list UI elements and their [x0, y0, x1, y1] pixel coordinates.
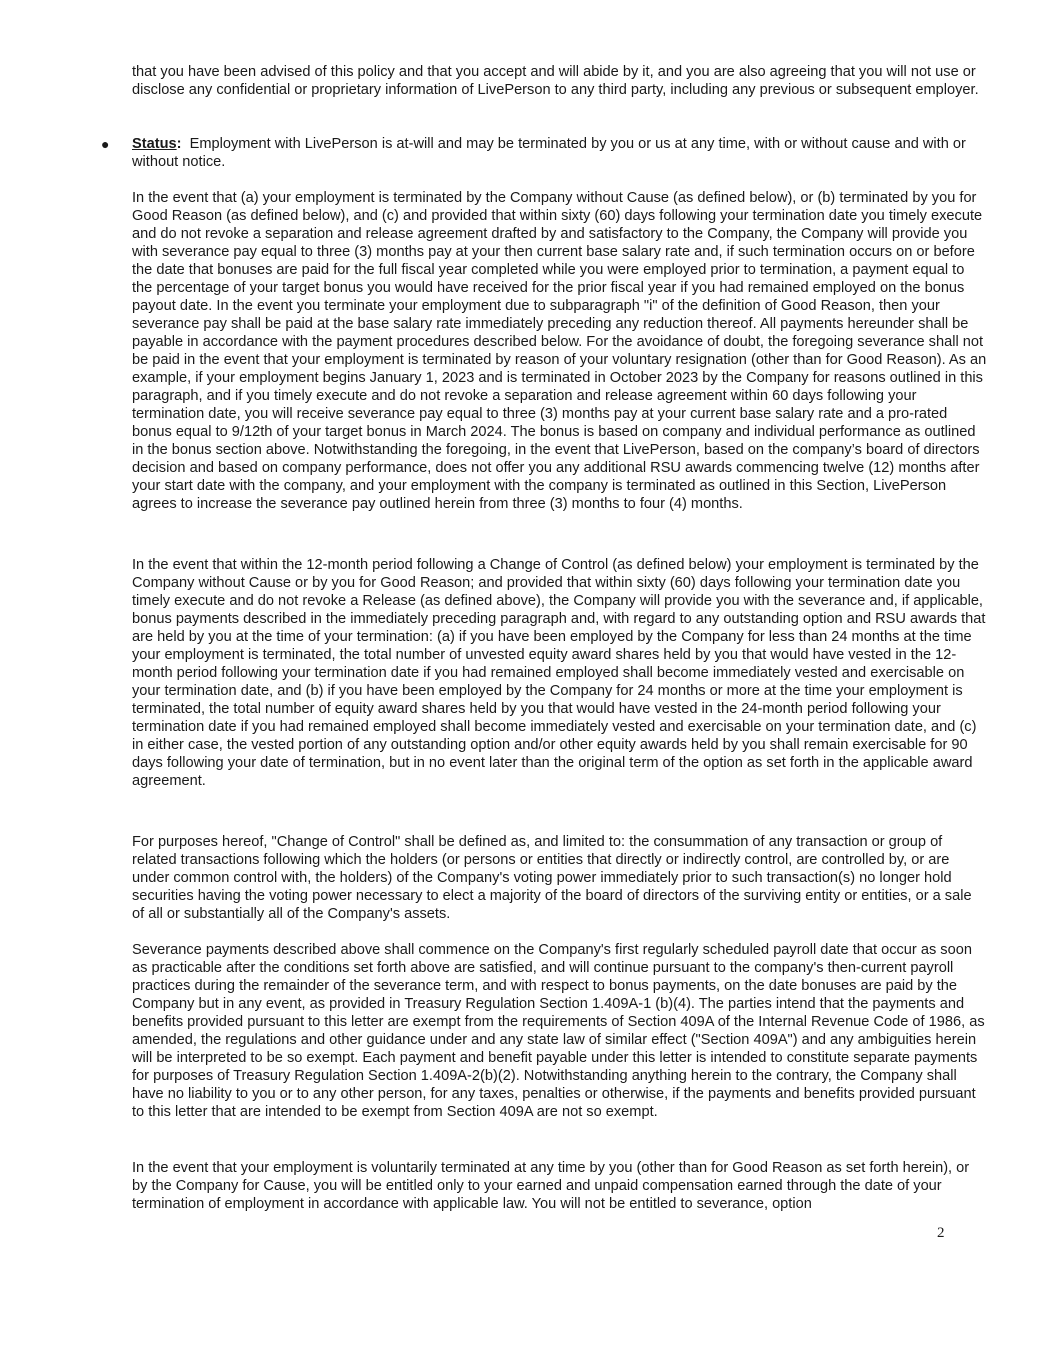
status-item: [132, 135, 987, 171]
change-of-control-definition-paragraph: For purposes hereof, "Change of Control" shall be defined as, and limited to: the consummation of any transaction or group of related transactions following which the holders (or persons or entities that directly or indirectly control, are controlled by, or are under common control with, the holders) of the Company's voting power immediately prior to such transaction(s) no longer hold securities having the voting power necessary to elect a majority of the board of directors of the surviving entity or entities, or a sale of all or substantially all of the Company's assets.: [132, 834, 972, 922]
status-label: Status: [132, 136, 177, 152]
change-of-control-severance-paragraph: In the event that within the 12-month period following a Change of Control (as defined below) your employment is terminated by the Company without Cause or by you for Good Reason; and provided that within sixty (60) days following your termination date you timely execute and do not revoke a Release (as defined above), the Company will provide you with the severance and, if applicable, bonus payments described in the immediately preceding paragraph and, with regard to any outstanding option and RSU awards that are held by you at the time of your termination: (a) if you have been employed by the Company for less than 24 months at the time your employment is terminated, the total number of unvested equity award shares held by you that would have vested in the 12-month period following your termination date if you had remained employed shall become immediately vested and exercisable on your termination date, and (b) if you have been employed by the Company for 24 months or more at the time your employment is terminated, the total number of equity award shares held by you that would have vested in the 24-month period following your termination date if you had remained employed shall become immediately vested and exercisable on your termination date, and (c) in either case, the vested portion of any outstanding option and/or other equity awards held by you shall remain exercisable for 90 days following your date of termination, but in no event later than the original term of the option as set forth in the applicable award agreement.: [132, 557, 986, 789]
status-text: Employment with LivePerson is at-will and may be terminated by you or us at any time, with or without cause and with or without notice.: [132, 136, 966, 170]
severance-payments-paragraph: Severance payments described above shall commence on the Company's first regularly scheduled payroll date that occur as soon as practicable after the conditions set forth above are satisfied, and will continue pursuant to the company's then-current payroll practices during the remainder of the severance term, and with respect to bonus payments, on the date bonuses are paid by the Company but in any event, as provided in Treasury Regulation Section 1.409A-1 (b)(4). The parties intend that the payments and benefits provided pursuant to this letter are exempt from the requirements of Section 409A of the Internal Revenue Code of 1986, as amended, the regulations and other guidance under and any state law of similar effect ("Section 409A") and any ambiguities herein will be interpreted to be so exempt. Each payment and benefit payable under this letter is intended to constitute separate payments for purposes of Treasury Regulation Section 1.409A-2(b)(2). Notwithstanding anything herein to the contrary, the Company shall have no liability to you or to any other person, for any taxes, penalties or otherwise, if the payments and benefits provided pursuant to this letter that are intended to be exempt from Section 409A are not so exempt.: [132, 942, 985, 1120]
voluntary-termination-paragraph: In the event that your employment is voluntarily terminated at any time by you (other than for Good Reason as set forth herein), or by the Company for Cause, you will be entitled only to your earned and unpaid compensation earned through the date of your termination of employment in accordance with applicable law. You will not be entitled to severance, option: [132, 1160, 970, 1212]
page-number: 2: [937, 1225, 945, 1241]
severance-paragraph: In the event that (a) your employment is terminated by the Company without Cause (as defined below), or (b) terminated by you for Good Reason (as defined below), and (c) and provided that within sixty (60) days following your termination date you timely execute and do not revoke a separation and release agreement drafted by and satisfactory to the Company, the Company will provide you with severance pay equal to three (3) months pay at your then current base salary rate and, if such termination occurs on or before the date that bonuses are paid for the full fiscal year completed while you were employed prior to termination, a payment equal to the percentage of your target bonus you would have received for the prior fiscal year if you had remained employed on the bonus payout date. In the event you terminate your employment due to subparagraph "i" of the definition of Good Reason, then your severance pay shall be paid at the base salary rate immediately preceding any reduction thereof. All payments hereunder shall be payable in accordance with the payment procedures described below. For the avoidance of doubt, the foregoing severance shall not be paid in the event that your employment is terminated by reason of your voluntary resignation (other than for Good Reason). As an example, if your employment begins January 1, 2023 and is terminated in October 2023 by the Company for reasons outlined in this paragraph, and if you timely execute and do not revoke a separation and release agreement within 60 days following your termination date, you will receive severance pay equal to three (3) months pay at your current base salary rate and a pro-rated bonus equal to 9/12th of your target bonus in March 2024. The bonus is based on company and individual performance as outlined in the bonus section above. Notwithstanding the foregoing, in the event that LivePerson, based on the company’s board of directors decision and based on company performance, does not offer you any additional RSU awards commencing twelve (12) months after your start date with the company, and your employment with the company is terminated as outlined in this Section, LivePerson agrees to increase the severance pay outlined herein from three (3) months to four (4) months.: [132, 190, 987, 512]
status-colon: :: [176, 136, 182, 152]
intro-paragraph: that you have been advised of this policy and that you accept and will abide by it, and you are also agreeing that you will not use or disclose any confidential or proprietary information of LivePerson to any third party, including any previous or subsequent employer.: [132, 64, 979, 98]
bullet-icon: ●: [101, 136, 110, 152]
